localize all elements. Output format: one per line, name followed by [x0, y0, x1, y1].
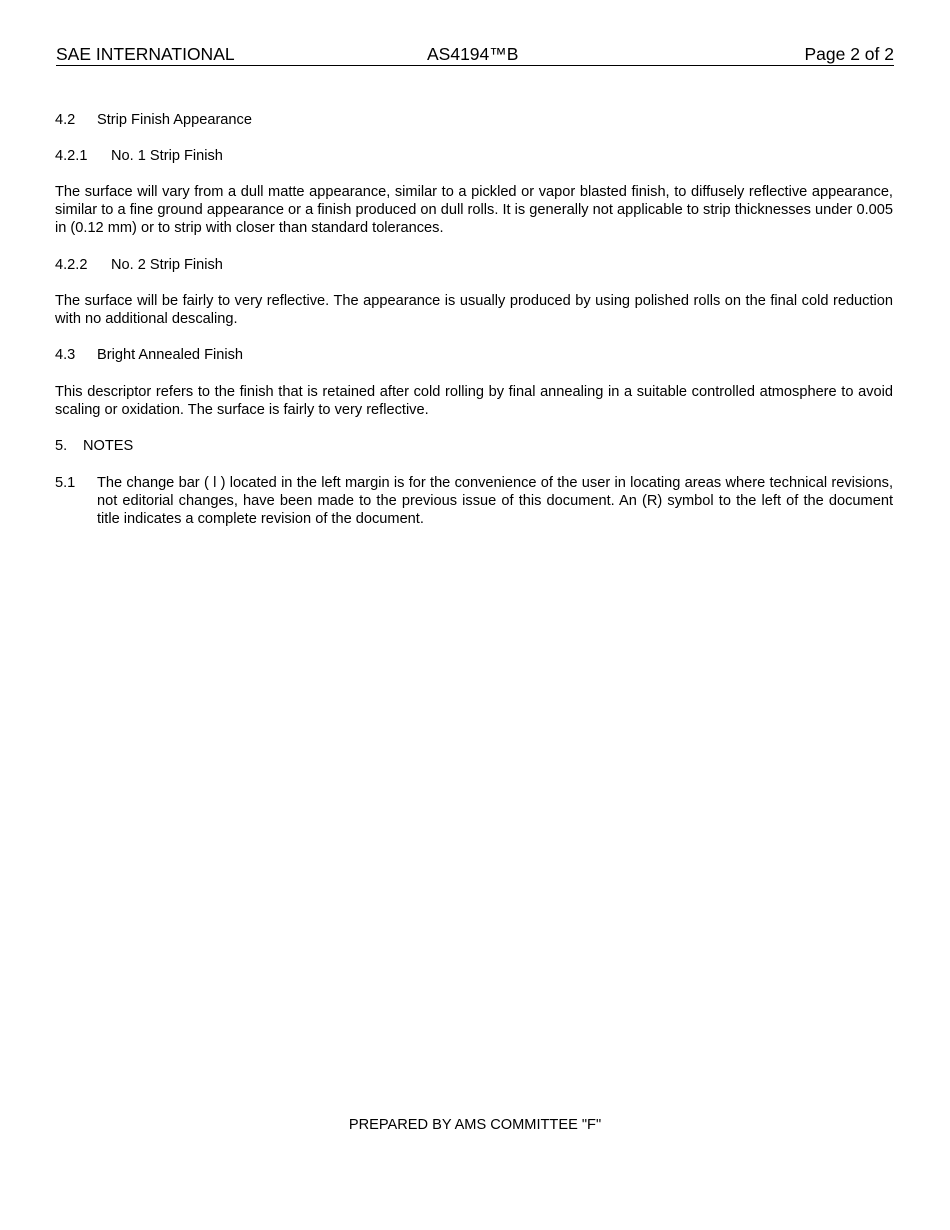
section-number: 5.	[55, 438, 68, 454]
header-document-id: AS4194™B	[427, 44, 519, 64]
section-number: 4.2.1	[55, 148, 88, 164]
section-number: 4.2	[55, 112, 76, 128]
page-header	[56, 44, 894, 66]
section-4-2-heading	[55, 111, 893, 129]
page-footer: PREPARED BY AMS COMMITTEE "F"	[348, 1117, 602, 1133]
note-text: The change bar ( l ) located in the left margin is for the convenience of the user in locating areas where technical revisions, not editorial changes, have been made to the previous issue of this document. An (R) symbol to the left of the document title indicates a complete revision of the document.	[97, 475, 893, 527]
section-title: No. 1 Strip Finish	[111, 148, 223, 164]
section-title: Bright Annealed Finish	[97, 347, 244, 363]
section-number: 4.2.2	[55, 257, 88, 273]
note-number: 5.1	[55, 475, 76, 491]
header-organization: SAE INTERNATIONAL	[56, 44, 235, 64]
section-5-heading	[55, 437, 893, 455]
section-4-2-1-heading	[55, 147, 893, 165]
section-4-3-paragraph: This descriptor refers to the finish that is retained after cold rolling by final annealing in a suitable controlled atmosphere to avoid scaling or oxidation. The surface is fairly to very reflective.	[55, 384, 893, 418]
section-4-2-1-paragraph: The surface will vary from a dull matte appearance, similar to a pickled or vapor blasted finish, to diffusely reflective appearance, similar to a fine ground appearance or a finish produced on dull rolls. It is generally not applicable to strip thicknesses under 0.005 in (0.12 mm) or to strip with closer than standard tolerances.	[55, 184, 893, 236]
note-5-1	[55, 474, 893, 528]
section-title: No. 2 Strip Finish	[111, 257, 223, 273]
section-4-2-2-heading	[55, 256, 893, 274]
section-4-3-heading	[55, 346, 893, 364]
section-number: 4.3	[55, 347, 76, 363]
section-title: NOTES	[83, 438, 134, 454]
header-page-number: Page 2 of 2	[804, 44, 894, 64]
section-4-2-2-paragraph: The surface will be fairly to very reflective. The appearance is usually produced by using polished rolls on the final cold reduction with no additional descaling.	[55, 293, 893, 327]
section-title: Strip Finish Appearance	[97, 112, 252, 128]
